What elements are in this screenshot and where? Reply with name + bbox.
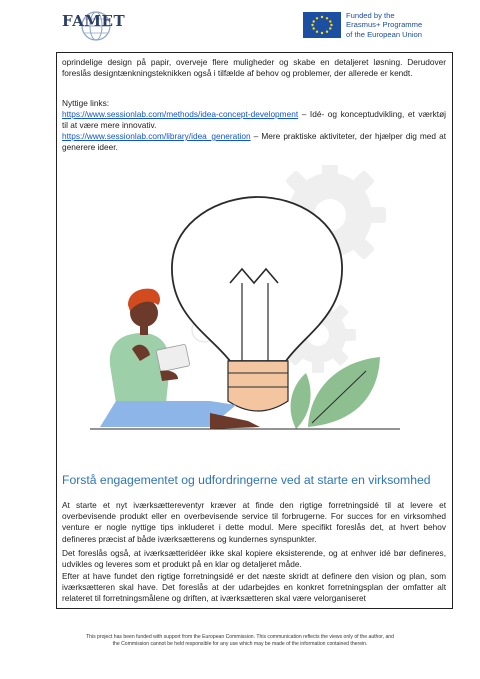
eu-funding-label: Funded by the Erasmus+ Programme of the European Union [346, 11, 423, 39]
funding-disclaimer [40, 634, 440, 648]
disclaimer-line-1: This project has been funded with support from the European Commission. This communication reflects the views only of the author, and [86, 634, 394, 640]
section-heading: Forstå engagementet og udfordringerne ved at starte en virksomhed [62, 473, 431, 487]
idea-generation-link[interactable]: https://www.sessionlab.com/library/idea_generation [62, 131, 251, 141]
content-frame-bottom [56, 608, 453, 609]
famet-logo: FAMET [62, 12, 126, 30]
lightbulb-illustration [60, 165, 446, 455]
links-title: Nyttige links: [62, 98, 110, 108]
section-paragraph-2: Det foreslås også, at iværksætteridéer ikke skal kopiere eksisterende, og at enhver idé bør defineres, udvikles og leveres som et produkt på en klar og detaljeret måde. [62, 548, 446, 570]
link-item-2 [62, 131, 446, 153]
intro-paragraph: oprindelige design på papir, overveje flere muligheder og skabe en detaljeret løsning. Derudover foreslås designtænkningsteknikken også i tilfælde af behov og problemer, der allerede er kendt. [62, 57, 446, 79]
link-2-description: – Mere praktiske aktiviteter, der hjælper dig med at generere ideer. [62, 131, 446, 153]
section-paragraph-1: At starte et nyt iværksættereventyr kræver at finde den rigtige forretningsidé til at levere et overbevisende produkt eller en overbevisende service til forbrugerne. For succes for en virksomhed venture er nogle nyttige tips inkluderet i dette modul. Mere specifikt foreslås det, at hvert behov defineres præcist af både iværksætterens og kundernes synspunkter. [62, 500, 446, 544]
link-1-description: – Idé- og konceptudvikling, et værktøj til at være mere innovativ. [62, 109, 446, 131]
page-header [0, 0, 480, 52]
disclaimer-line-2: the Commission cannot be held responsible for any use which may be made of the information contained therein. [112, 641, 368, 647]
section-paragraph-3: Efter at have fundet den rigtige forretningsidé er det næste skridt at definere den vision og plan, som iværksætteren skal have. Det foreslås at der udarbejdes en konkret forretningsplan der omfatter alt relateret til forretningsmålene og driften, at iværksætteren skal være velorganiseret [62, 571, 446, 604]
eu-flag-icon [303, 12, 341, 38]
link-item-1 [62, 109, 446, 131]
idea-concept-link[interactable]: https://www.sessionlab.com/methods/idea-concept-development [62, 109, 299, 119]
